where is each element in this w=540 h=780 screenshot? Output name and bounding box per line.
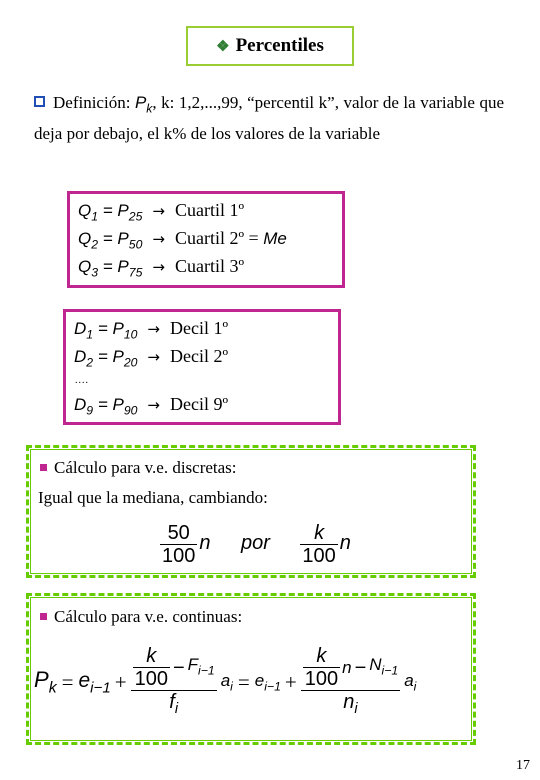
definition-paragraph <box>34 90 504 147</box>
arrow-icon: → <box>147 396 160 414</box>
square-bullet-icon <box>40 464 47 471</box>
discrete-formula: $\frac{50}{100}$ n por $\frac{k}{100}$ n <box>162 522 351 567</box>
arrow-icon: → <box>152 258 165 276</box>
arrow-icon: → <box>147 348 160 366</box>
quartile-row: $Q_2 = P_{50}$ → Cuartil 2º = Me <box>78 228 287 252</box>
discrete-text: Igual que la mediana, cambiando: <box>38 488 268 507</box>
decile-ellipsis: .... <box>75 375 89 386</box>
title-box <box>186 26 354 66</box>
definition-text: , k: 1,2,...,99, “percentil k”, valor de la variable que deja por debajo, el k% de los valores de la variable <box>34 93 504 144</box>
decile-row: $D_9 = P_{90}$ → Decil 9º <box>74 394 229 418</box>
continuous-heading: Cálculo para v.e. continuas: <box>40 607 242 627</box>
diamond-bullet-icon: ❖ <box>216 38 230 55</box>
median-symbol: Me <box>263 229 287 248</box>
arrow-icon: → <box>147 320 160 338</box>
page-number: 17 <box>516 758 530 773</box>
continuous-formula: $P_k$ = $e_{i-1}$ + $\frac{k}{100}$ − $F_{i-1}$ $f_i$ $a_i$ = $e_{i-1}$ + $\frac{k}{100}$ n − $N_{i-1}$ $n_i$ $a_i$ <box>34 645 417 718</box>
percentile-symbol: $P_k$ <box>134 93 153 116</box>
decile-row: $D_1 = P_{10}$ → Decil 1º <box>74 318 229 342</box>
square-bullet-icon <box>40 613 47 620</box>
checkbox-bullet-icon <box>34 96 45 107</box>
discrete-heading: Cálculo para v.e. discretas: <box>40 458 237 478</box>
arrow-icon: → <box>152 230 165 248</box>
arrow-icon: → <box>152 202 165 220</box>
decile-row: $D_2 = P_{20}$ → Decil 2º <box>74 346 229 370</box>
definition-lead: Definición: <box>53 93 135 112</box>
quartile-row: $Q_1 = P_{25}$ → Cuartil 1º <box>78 200 245 224</box>
page-title: Percentiles <box>235 35 324 56</box>
quartile-row: $Q_3 = P_{75}$ → Cuartil 3º <box>78 256 245 280</box>
